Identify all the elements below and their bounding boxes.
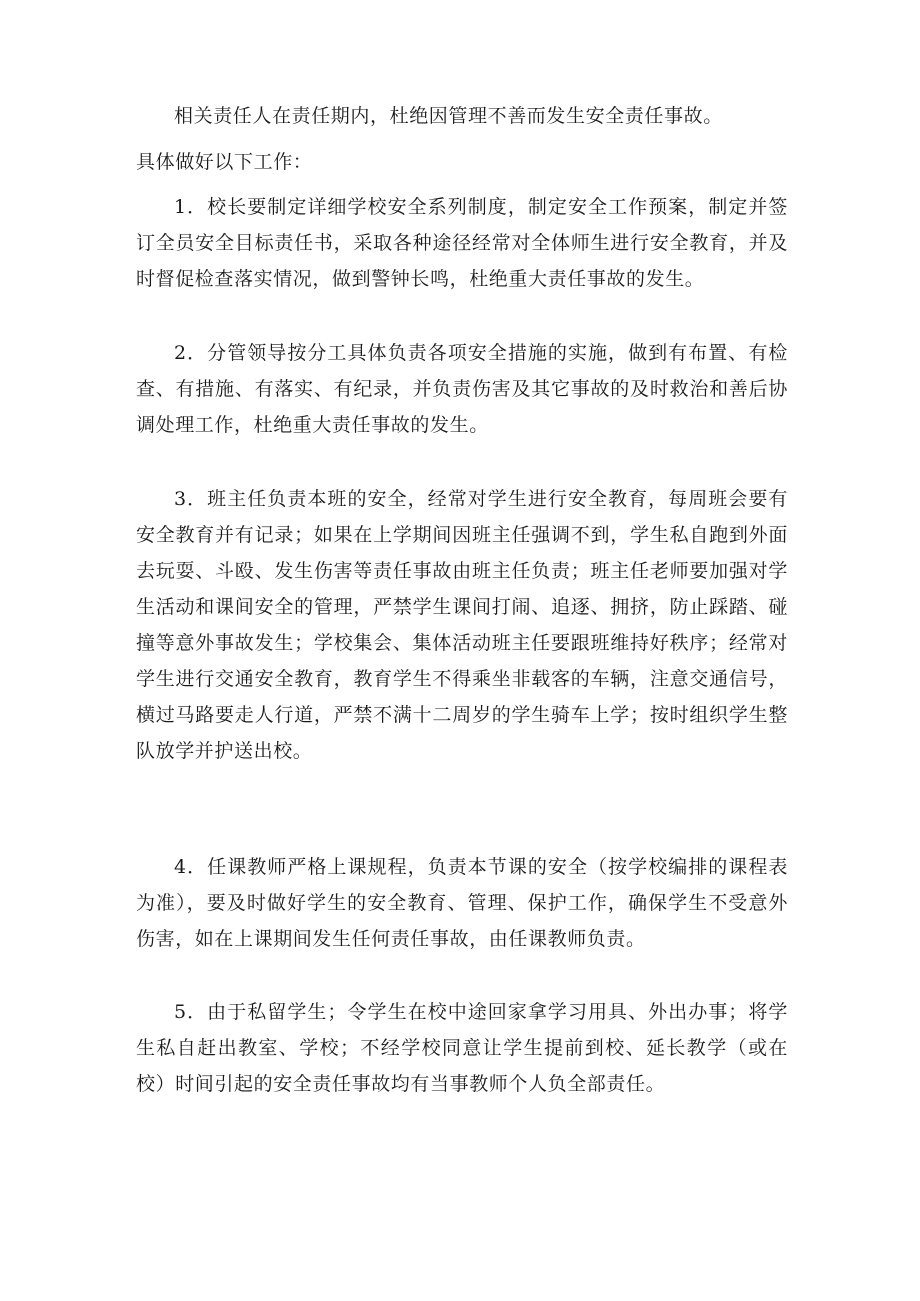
work-list-label: 具体做好以下工作： xyxy=(136,151,313,173)
duty-item-subject-teacher: 4．任课教师严格上课规程，负责本节课的安全（按学校编排的课程表为准），要及时做好学生的安全教育、管理、保护工作，确保学生不受意外伤害，如在上课期间发生任何责任事故，由任课教师负责。 xyxy=(136,856,788,950)
duty-item-leaders: 2．分管领导按分工具体负责各项安全措施的实施，做到有布置、有检查、有措施、有落实、有纪录，并负责伤害及其它事故的及时救治和善后协调处理工作，杜绝重大责任事故的发生。 xyxy=(136,342,788,436)
intro-paragraph: 相关责任人在责任期内，杜绝因管理不善而发生安全责任事故。 xyxy=(174,105,723,127)
duty-item-principal: 1．校长要制定详细学校安全系列制度，制定安全工作预案，制定并签订全员安全目标责任书，采取各种途径经常对全体师生进行安全教育，并及时督促检查落实情况，做到警钟长鸣，杜绝重大责任事故的发生。 xyxy=(136,196,788,290)
duty-item-class-teacher: 3．班主任负责本班的安全，经常对学生进行安全教育，每周班会要有安全教育并有记录；如果在上学期间因班主任强调不到，学生私自跑到外面去玩耍、斗殴、发生伤害等责任事故由班主任负责；班主任老师要加强对学生活动和课间安全的管理，严禁学生课间打闹、追逐、拥挤，防止踩踏、碰撞等意外事故发生；学校集会、集体活动班主任要跟班维持好秩序；经常对学生进行交通安全教育，教育学生不得乘坐非载客的车辆，注意交通信号，横过马路要走人行道，严禁不满十二周岁的学生骑车上学；按时组织学生整队放学并护送出校。 xyxy=(136,488,788,762)
duty-item-liability: 5．由于私留学生；令学生在校中途回家拿学习用具、外出办事；将学生私自赶出教室、学校；不经学校同意让学生提前到校、延长教学（或在校）时间引起的安全责任事故均有当事教师个人负全部责任。 xyxy=(136,1001,788,1095)
